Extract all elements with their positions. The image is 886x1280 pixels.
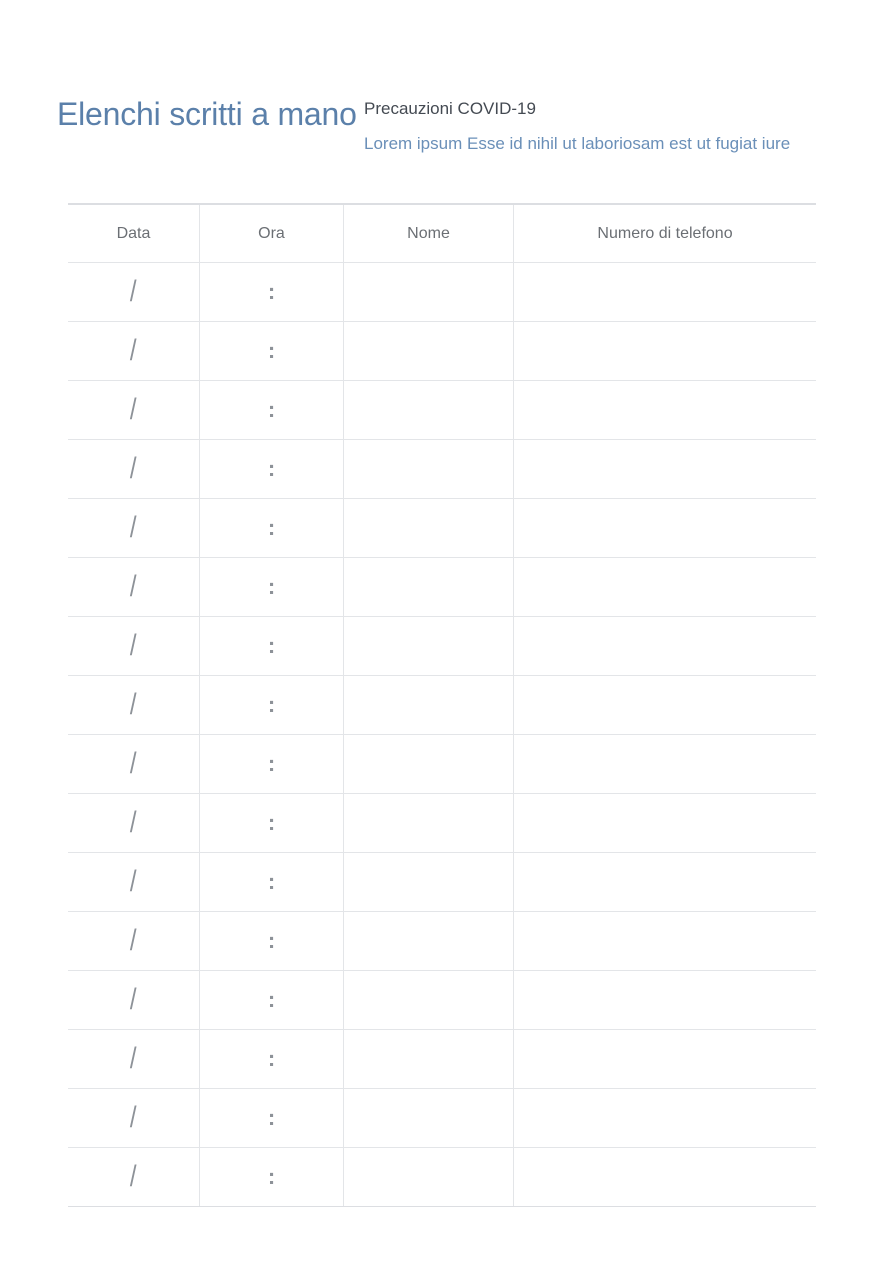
table-row [68,322,816,381]
time-cell[interactable] [200,558,344,617]
table-row [68,263,816,322]
phone-cell[interactable] [514,617,817,676]
time-cell[interactable] [200,912,344,971]
date-separator: / [130,629,137,662]
time-separator: : [267,868,276,894]
table-header [68,204,816,263]
table-row [68,912,816,971]
date-cell[interactable] [68,499,200,558]
column-header-name: Nome [344,204,514,263]
date-cell[interactable] [68,1030,200,1089]
phone-cell[interactable] [514,794,817,853]
name-cell[interactable] [344,676,514,735]
date-cell[interactable] [68,735,200,794]
date-cell[interactable] [68,1089,200,1148]
page-title: Elenchi scritti a mano [57,96,357,132]
table-row [68,617,816,676]
date-separator: / [130,865,137,898]
time-separator: : [267,986,276,1012]
table-row [68,499,816,558]
phone-cell[interactable] [514,1030,817,1089]
table-row [68,1030,816,1089]
time-cell[interactable] [200,676,344,735]
phone-cell[interactable] [514,322,817,381]
name-cell[interactable] [344,735,514,794]
date-separator: / [130,393,137,426]
date-cell[interactable] [68,676,200,735]
date-separator: / [130,570,137,603]
name-cell[interactable] [344,322,514,381]
table-row [68,1148,816,1207]
page-description: Lorem ipsum Esse id nihil ut laboriosam est ut fugiat iure [364,134,791,153]
time-separator: : [267,573,276,599]
time-cell[interactable] [200,617,344,676]
time-separator: : [267,927,276,953]
phone-cell[interactable] [514,381,817,440]
date-cell[interactable] [68,912,200,971]
time-separator: : [267,1104,276,1130]
time-separator: : [267,1163,276,1189]
date-separator: / [130,1101,137,1134]
phone-cell[interactable] [514,676,817,735]
time-cell[interactable] [200,263,344,322]
date-separator: / [130,334,137,367]
column-header-date: Data [68,204,200,263]
name-cell[interactable] [344,499,514,558]
phone-cell[interactable] [514,853,817,912]
time-cell[interactable] [200,440,344,499]
phone-cell[interactable] [514,735,817,794]
date-separator: / [130,452,137,485]
date-cell[interactable] [68,440,200,499]
time-cell[interactable] [200,322,344,381]
name-cell[interactable] [344,853,514,912]
date-separator: / [130,983,137,1016]
date-separator: / [130,275,137,308]
time-separator: : [267,396,276,422]
phone-cell[interactable] [514,1089,817,1148]
column-header-time: Ora [200,204,344,263]
date-cell[interactable] [68,381,200,440]
table-row [68,735,816,794]
table-row [68,440,816,499]
table-row [68,794,816,853]
time-separator: : [267,514,276,540]
date-cell[interactable] [68,971,200,1030]
time-cell[interactable] [200,1148,344,1207]
date-separator: / [130,511,137,544]
time-separator: : [267,809,276,835]
phone-cell[interactable] [514,971,817,1030]
table-row [68,381,816,440]
page-subtitle: Precauzioni COVID-19 [364,99,536,118]
date-separator: / [130,1042,137,1075]
sign-in-table-container [68,203,816,1207]
time-cell[interactable] [200,794,344,853]
time-cell[interactable] [200,1030,344,1089]
table-header-row [68,204,816,263]
time-separator: : [267,278,276,304]
phone-cell[interactable] [514,558,817,617]
time-separator: : [267,750,276,776]
date-separator: / [130,806,137,839]
phone-cell[interactable] [514,499,817,558]
date-cell[interactable] [68,794,200,853]
table-row [68,676,816,735]
time-separator: : [267,632,276,658]
phone-cell[interactable] [514,263,817,322]
time-separator: : [267,1045,276,1071]
time-cell[interactable] [200,735,344,794]
date-separator: / [130,688,137,721]
date-separator: / [130,1160,137,1193]
time-separator: : [267,455,276,481]
date-cell[interactable] [68,263,200,322]
table-row [68,971,816,1030]
name-cell[interactable] [344,558,514,617]
name-cell[interactable] [344,440,514,499]
column-header-phone: Numero di telefono [514,204,817,263]
time-separator: : [267,337,276,363]
time-cell[interactable] [200,499,344,558]
name-cell[interactable] [344,381,514,440]
time-cell[interactable] [200,971,344,1030]
time-cell[interactable] [200,853,344,912]
phone-cell[interactable] [514,912,817,971]
phone-cell[interactable] [514,1148,817,1207]
sign-in-table [68,203,816,1207]
name-cell[interactable] [344,794,514,853]
date-cell[interactable] [68,617,200,676]
time-cell[interactable] [200,1089,344,1148]
date-cell[interactable] [68,558,200,617]
table-row [68,853,816,912]
date-separator: / [130,924,137,957]
date-cell[interactable] [68,1148,200,1207]
date-separator: / [130,747,137,780]
date-cell[interactable] [68,853,200,912]
name-cell[interactable] [344,1148,514,1207]
name-cell[interactable] [344,912,514,971]
table-row [68,1089,816,1148]
name-cell[interactable] [344,971,514,1030]
name-cell[interactable] [344,617,514,676]
name-cell[interactable] [344,1089,514,1148]
table-row [68,558,816,617]
name-cell[interactable] [344,1030,514,1089]
time-separator: : [267,691,276,717]
time-cell[interactable] [200,381,344,440]
table-body [68,263,816,1207]
date-cell[interactable] [68,322,200,381]
name-cell[interactable] [344,263,514,322]
phone-cell[interactable] [514,440,817,499]
